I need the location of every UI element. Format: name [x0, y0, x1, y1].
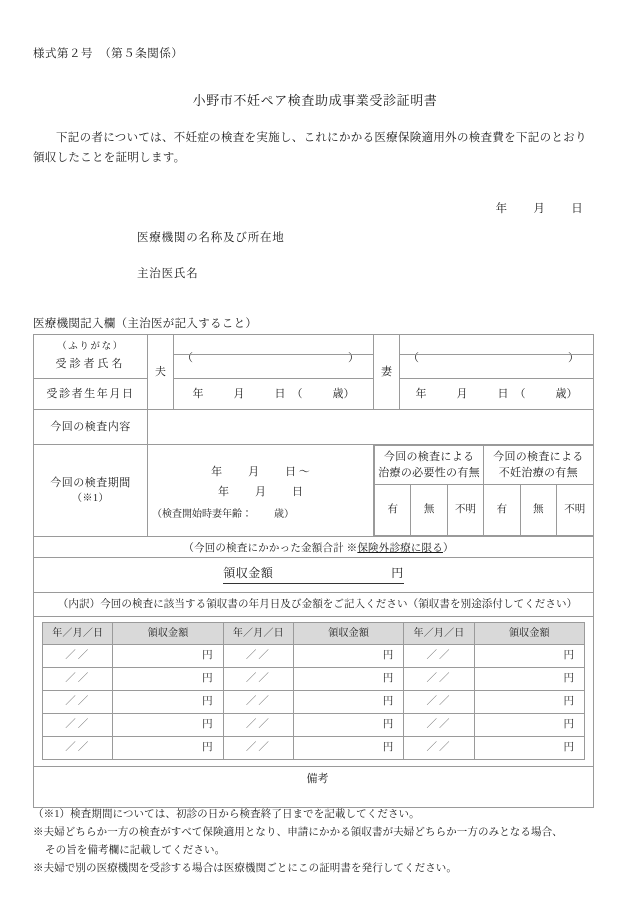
breakdown-amount-cell[interactable]: 円	[294, 713, 404, 736]
issue-date-year: 年	[495, 203, 508, 215]
table-row-breakdown	[34, 616, 594, 766]
breakdown-header-amount-2: 領収金額	[294, 622, 404, 644]
exam-period-input-cell[interactable]	[148, 445, 374, 537]
husband-name-input-cell[interactable]	[174, 335, 374, 379]
total-amount-note	[34, 537, 594, 558]
breakdown-amount-cell[interactable]: 円	[474, 713, 584, 736]
footnotes	[33, 806, 613, 878]
issue-date-month: 月	[533, 203, 546, 215]
treatment-necessity-line2: 治療の必要性の有無	[378, 467, 480, 479]
table-row-remarks	[34, 766, 594, 807]
table-row-breakdown-note	[34, 592, 594, 616]
paren-open-wife: （	[408, 352, 419, 364]
breakdown-date-cell[interactable]: ／／	[404, 644, 474, 667]
breakdown-header-amount-3: 領収金額	[474, 622, 584, 644]
table-row	[43, 667, 585, 690]
period-start-month: 月	[248, 466, 260, 478]
table-row	[43, 690, 585, 713]
doctor-name-label: 主治医氏名	[137, 268, 199, 280]
medical-institution-table	[33, 334, 594, 808]
breakdown-date-cell[interactable]: ／／	[43, 644, 113, 667]
patient-name-label-cell	[34, 335, 148, 379]
husband-age-open: （	[291, 387, 303, 400]
breakdown-amount-cell[interactable]: 円	[474, 644, 584, 667]
table-row-name	[34, 335, 594, 379]
table-row-total-note	[34, 537, 594, 558]
husband-age-group	[292, 386, 355, 403]
breakdown-date-cell[interactable]: ／／	[404, 690, 474, 713]
footnote-2: ※夫婦どちらか一方の検査がすべて保険適用となり、申請にかかる領収書が夫婦どちらか一方のみとなる場合、	[33, 827, 563, 838]
footnote-3: ※夫婦で別の医療機関を受診する場合は医療機関ごとにこの証明書を発行してください。	[33, 863, 457, 874]
infertility-option-yes[interactable]: 有	[484, 485, 520, 536]
exam-content-input-cell[interactable]	[148, 410, 594, 445]
breakdown-date-cell[interactable]: ／／	[404, 713, 474, 736]
breakdown-date-cell[interactable]: ／／	[223, 713, 293, 736]
lead-paragraph: 下記の者については、不妊症の検査を実施し、これにかかる医療保険適用外の検査費を下記のとおり領収したことを証明します。	[33, 132, 587, 165]
treatment-necessity-header	[375, 446, 484, 485]
paren-close-husband: ）	[348, 352, 359, 364]
total-note-underline: 保険外診療に限る	[357, 543, 443, 554]
wife-furigana-row	[400, 348, 593, 365]
form-number: 様式第２号 （第５条関係）	[33, 48, 184, 60]
husband-age-unit: 歳）	[332, 387, 355, 400]
breakdown-date-cell[interactable]: ／／	[43, 736, 113, 759]
breakdown-date-cell[interactable]: ／／	[223, 644, 293, 667]
remarks-label: 備考	[306, 772, 329, 785]
outcome-header-row	[375, 446, 594, 485]
infertility-option-unknown[interactable]: 不明	[557, 485, 593, 536]
breakdown-date-cell[interactable]: ／／	[404, 667, 474, 690]
exam-period-label: 今回の検査期間	[50, 476, 131, 489]
exam-outcome-cell	[374, 445, 594, 537]
breakdown-table	[42, 622, 585, 760]
infertility-treatment-header	[484, 446, 593, 485]
exam-content-label: 今回の検査内容	[34, 410, 148, 445]
infertility-treatment-line2: 不妊治療の有無	[498, 467, 578, 479]
issue-date-line	[33, 200, 595, 216]
exam-period-end	[148, 484, 373, 501]
breakdown-date-cell[interactable]: ／／	[43, 667, 113, 690]
total-amount-unit: 円	[391, 565, 404, 580]
wife-name-input-cell[interactable]	[400, 335, 594, 379]
medical-section-caption: 医療機関記入欄（主治医が記入すること）	[33, 318, 258, 330]
table-row	[43, 736, 585, 759]
breakdown-amount-cell[interactable]: 円	[474, 667, 584, 690]
breakdown-amount-cell[interactable]: 円	[474, 690, 584, 713]
footnote-1: （※1）検査期間については、初診の日から検査終了日までを記載してください。	[33, 809, 420, 820]
treatment-necessity-line1: 今回の検査による	[383, 450, 475, 463]
total-amount-underlined	[223, 564, 404, 584]
breakdown-amount-cell[interactable]: 円	[113, 713, 223, 736]
breakdown-header-amount-1: 領収金額	[113, 622, 223, 644]
husband-birth-month: 月	[233, 387, 245, 400]
wife-age-unit: 歳）	[555, 387, 578, 400]
exam-start-age-unit: 歳）	[274, 509, 294, 520]
period-end-month: 月	[255, 485, 266, 498]
breakdown-amount-cell[interactable]: 円	[294, 667, 404, 690]
table-row-exam-content	[34, 410, 594, 445]
exam-start-age-label: （検査開始時妻年齢：	[152, 509, 252, 520]
wife-birth-month: 月	[456, 387, 468, 400]
treatment-option-unknown[interactable]: 不明	[447, 485, 483, 536]
breakdown-amount-cell[interactable]: 円	[294, 736, 404, 759]
period-tilde: ～	[298, 466, 310, 478]
total-amount-row[interactable]	[34, 557, 594, 592]
table-row	[43, 713, 585, 736]
wife-birth-day: 日	[497, 387, 509, 400]
remarks-cell[interactable]	[34, 766, 594, 807]
wife-age-group	[515, 386, 578, 403]
wife-birthdate-cell[interactable]	[400, 379, 594, 410]
husband-birth-year: 年	[192, 387, 204, 400]
breakdown-date-cell[interactable]: ／／	[223, 690, 293, 713]
footnote-2-continuation: その旨を備考欄に記載してください。	[45, 845, 226, 856]
breakdown-date-cell[interactable]: ／／	[223, 736, 293, 759]
breakdown-amount-cell[interactable]: 円	[113, 690, 223, 713]
period-end-year: 年	[218, 485, 229, 498]
exam-outcome-table	[374, 445, 594, 536]
issue-date-day: 日	[571, 203, 583, 215]
table-row-birthdate	[34, 379, 594, 410]
husband-birthdate-fields	[193, 386, 355, 403]
total-amount-label: 領収金額	[223, 565, 274, 580]
period-end-day: 日	[292, 485, 303, 498]
breakdown-date-cell[interactable]: ／／	[43, 690, 113, 713]
wife-label: 妻	[381, 365, 392, 378]
husband-birth-day: 日	[274, 387, 286, 400]
breakdown-date-cell[interactable]: ／／	[223, 667, 293, 690]
breakdown-wrapper-cell	[34, 616, 594, 766]
breakdown-header-date-1: 年／月／日	[43, 622, 113, 644]
paren-open-husband: （	[182, 352, 193, 364]
exam-period-start	[148, 464, 373, 481]
breakdown-header-date-3: 年／月／日	[404, 622, 474, 644]
husband-name-divider	[174, 354, 373, 355]
institution-name-label: 医療機関の名称及び所在地	[137, 232, 285, 244]
treatment-option-no[interactable]: 無	[411, 485, 447, 536]
exam-period-note-ref: （※1）	[72, 493, 109, 505]
furigana-label: （ふりがな）	[57, 342, 124, 353]
breakdown-amount-cell[interactable]: 円	[294, 644, 404, 667]
page-title: 小野市不妊ペア検査助成事業受診証明書	[192, 93, 438, 108]
breakdown-amount-cell[interactable]: 円	[113, 667, 223, 690]
husband-label-cell	[148, 335, 174, 410]
paren-close-wife: ）	[568, 352, 579, 364]
outcome-option-row	[375, 485, 594, 536]
breakdown-amount-cell[interactable]: 円	[474, 736, 584, 759]
treatment-option-yes[interactable]: 有	[375, 485, 411, 536]
breakdown-date-cell[interactable]: ／／	[43, 713, 113, 736]
breakdown-header-date-2: 年／月／日	[223, 622, 293, 644]
wife-age-open: （	[514, 387, 526, 400]
period-start-day: 日	[285, 466, 297, 478]
breakdown-amount-cell[interactable]: 円	[113, 736, 223, 759]
breakdown-amount-cell[interactable]: 円	[294, 690, 404, 713]
breakdown-amount-cell[interactable]: 円	[113, 644, 223, 667]
wife-birth-year: 年	[415, 387, 427, 400]
wife-name-divider	[400, 354, 593, 355]
exam-start-age-note	[148, 507, 373, 522]
table-row	[43, 644, 585, 667]
breakdown-note: （内訳）今回の検査に該当する領収書の年月日及び金額をご記入ください（領収書を別途添付してください）	[34, 592, 594, 616]
period-start-year: 年	[211, 466, 223, 478]
table-row-total-amount	[34, 557, 594, 592]
total-note-prefix: （今回の検査にかかった金額合計 ※	[183, 543, 358, 554]
total-note-suffix: ）	[442, 543, 454, 554]
breakdown-header-row	[43, 622, 585, 644]
wife-label-cell	[374, 335, 400, 410]
wife-birthdate-fields	[416, 386, 578, 403]
table-row-exam-period	[34, 445, 594, 537]
husband-furigana-row	[174, 348, 373, 365]
infertility-treatment-line1: 今回の検査による	[493, 450, 584, 463]
exam-period-label-cell	[34, 445, 148, 537]
patient-name-label: 受診者氏名	[55, 358, 126, 371]
breakdown-date-cell[interactable]: ／／	[404, 736, 474, 759]
husband-label: 夫	[155, 365, 166, 378]
birthdate-label: 受診者生年月日	[34, 379, 148, 410]
husband-birthdate-cell[interactable]	[174, 379, 374, 410]
infertility-option-no[interactable]: 無	[520, 485, 556, 536]
